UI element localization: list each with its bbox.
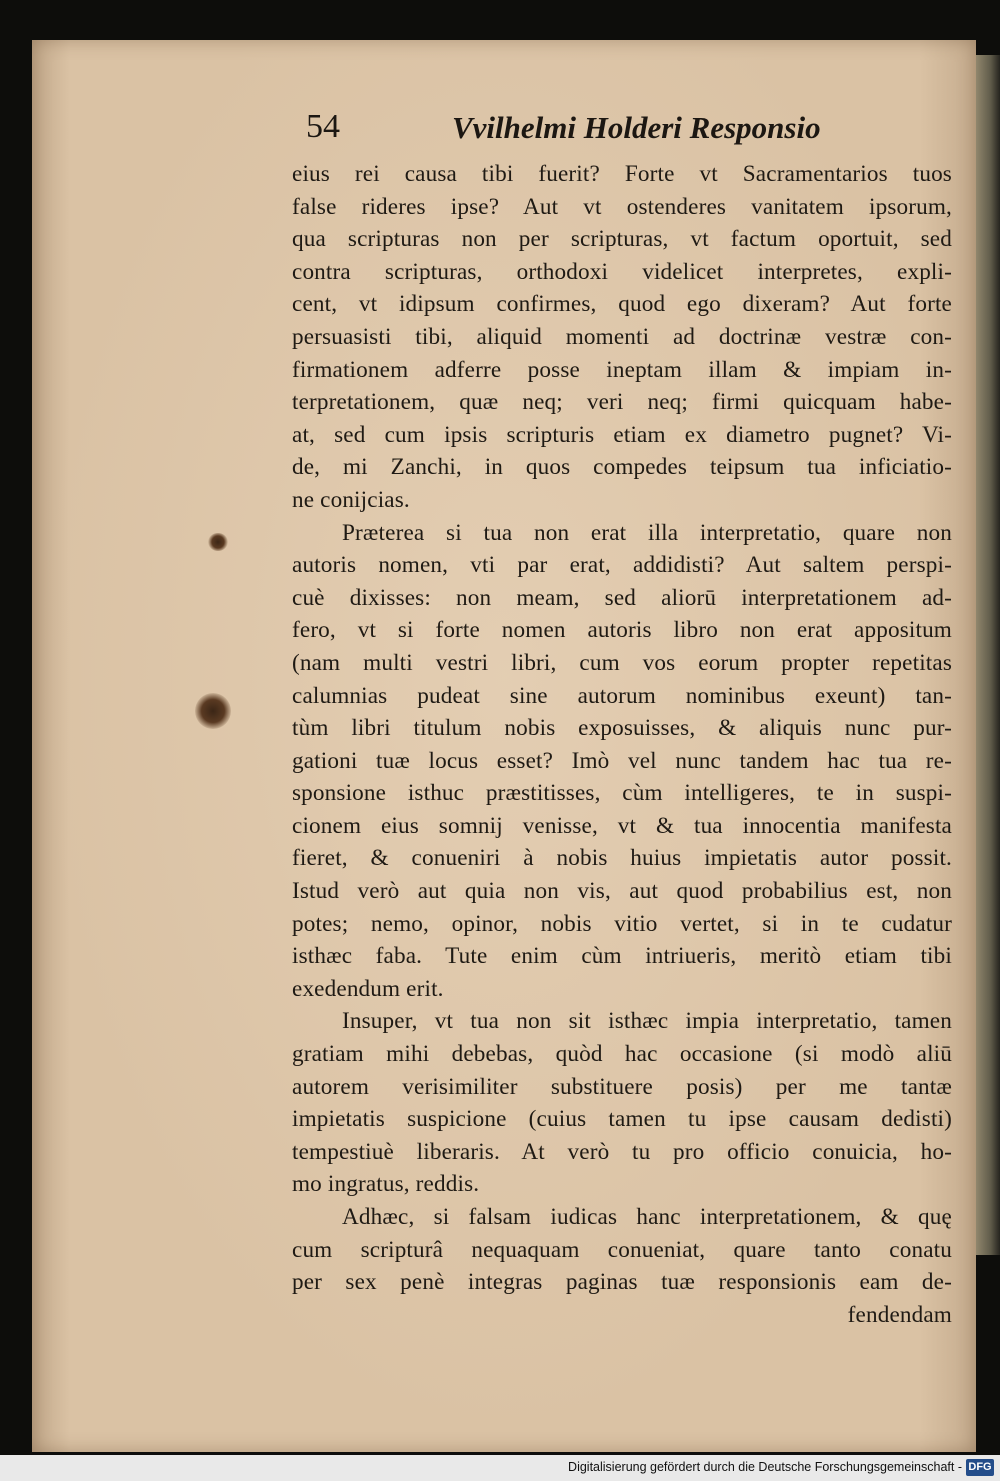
dfg-logo-badge[interactable]: DFG	[966, 1459, 994, 1476]
text-line: fieret, & conueniri à nobis huius impietatis autor possit.	[292, 845, 952, 872]
text-line: eius rei causa tibi fuerit? Forte vt Sacramentarios tuos	[292, 161, 952, 187]
text-line: potes; nemo, opinor, nobis vitio vertet, si in te cudatur	[292, 910, 952, 937]
text-line: terpretationem, quæ neq; veri neq; firmi quicquam habe-	[292, 389, 952, 416]
text-line: cionem eius somnij venisse, vt & tua innocentia manifesta	[292, 812, 952, 839]
text-line: gratiam mihi debebas, quòd hac occasione (si modò aliū	[292, 1041, 952, 1068]
running-head	[306, 108, 826, 152]
ink-blot-stain	[208, 533, 228, 551]
text-line: gationi tuæ locus esset? Imò vel nunc tandem hac tua re-	[292, 747, 952, 774]
text-line: at, sed cum ipsis scripturis etiam ex diametro pugnet? Vi-	[292, 421, 952, 448]
text-line: calumnias pudeat sine autorum nominibus exeunt) tan-	[292, 682, 952, 709]
paragraph-start-line: Præterea si tua non erat illa interpretatio, quare non	[342, 519, 952, 546]
paragraph-start-line: Adhæc, si falsam iudicas hanc interpretationem, & quę	[342, 1204, 952, 1230]
text-line: persuasisti tibi, aliquid momenti ad doctrinæ vestræ con-	[292, 323, 952, 350]
body-text	[292, 158, 952, 1331]
text-line: cuè dixisses: non meam, sed aliorū interpretationem ad-	[292, 584, 952, 611]
page-number: 54	[306, 108, 340, 145]
text-line: autorem verisimiliter substituere posis) per me tantæ	[292, 1073, 952, 1100]
text-line: (nam multi vestri libri, cum vos eorum propter repetitas	[292, 649, 952, 676]
text-line: ne conijcias.	[292, 486, 410, 513]
digitization-footer	[0, 1455, 1000, 1481]
text-line: exedendum erit.	[292, 975, 444, 1002]
text-line: Istud verò aut quia non vis, aut quod probabilius est, non	[292, 878, 952, 905]
running-head-title: Vvilhelmi Holderi Responsio	[452, 110, 821, 145]
catchword: fendendam	[847, 1301, 952, 1328]
text-line: contra scripturas, orthodoxi videlicet interpretes, expli-	[292, 258, 952, 285]
text-line: tùm libri titulum nobis exposuisses, & aliquis nunc pur-	[292, 715, 952, 742]
text-line: qua scripturas non per scripturas, vt factum oportuit, sed	[292, 226, 952, 253]
text-line: de, mi Zanchi, in quos compedes teipsum tua inficiatio-	[292, 454, 952, 481]
funding-credit: Digitalisierung gefördert durch die Deutsche Forschungsgemeinschaft -	[568, 1460, 962, 1474]
paragraph-start-line: Insuper, vt tua non sit isthæc impia interpretatio, tamen	[342, 1008, 952, 1035]
page-edge-shadow	[976, 55, 1000, 1255]
text-line: per sex penè integras paginas tuæ responsionis eam de-	[292, 1269, 952, 1296]
text-line: firmationem adferre posse ineptam illam & impiam in-	[292, 356, 952, 383]
text-line: sponsione isthuc præstitisses, cùm intelligeres, te in suspi-	[292, 780, 952, 807]
ink-blot-stain	[195, 693, 231, 729]
text-line: cent, vt idipsum confirmes, quod ego dixeram? Aut forte	[292, 291, 952, 318]
text-line: fero, vt si forte nomen autoris libro non erat appositum	[292, 617, 952, 644]
text-line: mo ingratus, reddis.	[292, 1171, 480, 1198]
text-line: impietatis suspicione (cuius tamen tu ipse causam dedisti)	[292, 1106, 952, 1133]
text-line: isthæc faba. Tute enim cùm intriueris, meritò etiam tibi	[292, 943, 952, 970]
text-line: cum scripturâ nequaquam conueniat, quare tanto conatu	[292, 1236, 952, 1263]
text-line: false rideres ipse? Aut vt ostenderes vanitatem ipsorum,	[292, 193, 952, 220]
text-line: autoris nomen, vti par erat, addidisti? Aut saltem perspi-	[292, 552, 952, 579]
text-line: tempestiuè liberaris. At verò tu pro officio conuicia, ho-	[292, 1138, 952, 1165]
